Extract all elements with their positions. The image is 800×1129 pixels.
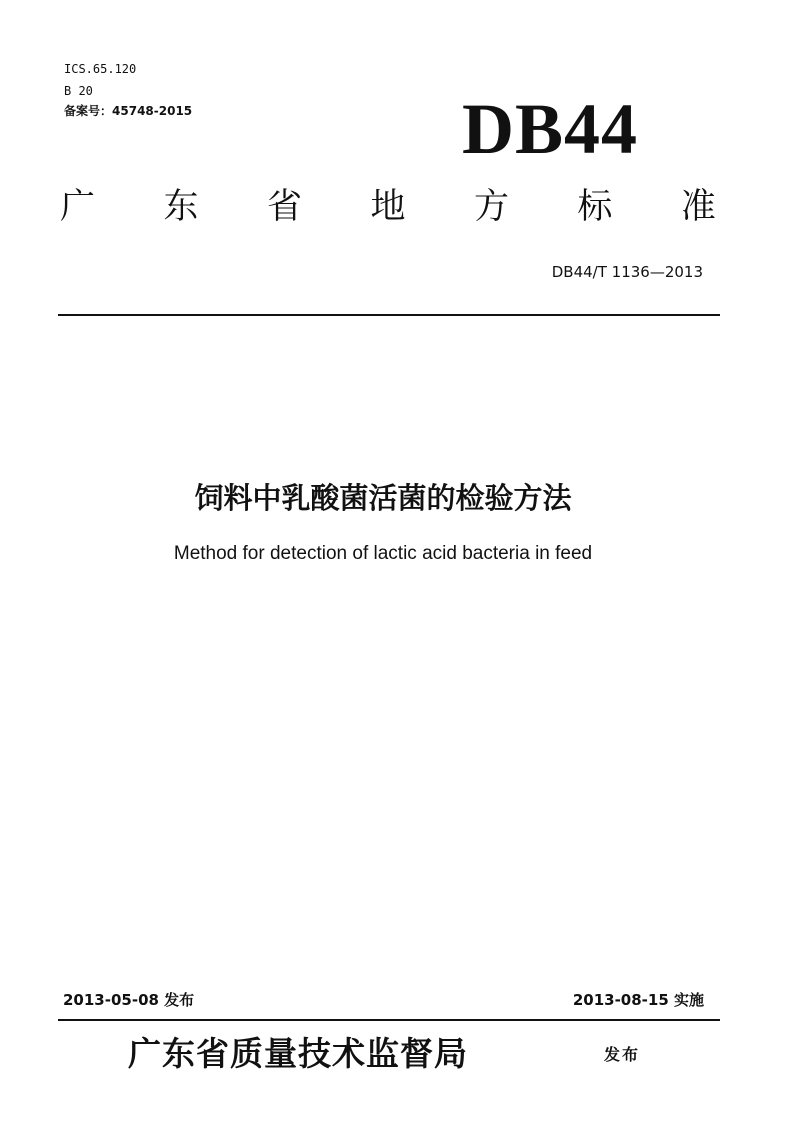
standard-type-heading xyxy=(60,185,716,229)
release-date: 2013-05-08 发布 xyxy=(63,991,195,1009)
filing-number-value: 45748-2015 xyxy=(112,104,193,118)
standard-type-char: 东 xyxy=(163,187,199,227)
standard-type-char: 省 xyxy=(266,187,302,227)
standard-number: DB44/T 1136—2013 xyxy=(551,263,703,281)
standard-mark-logo: DB44 xyxy=(462,89,639,169)
bottom-divider xyxy=(58,1019,720,1021)
standard-type-char: 地 xyxy=(370,187,406,227)
issuing-authority-suffix: 发布 xyxy=(604,1045,641,1064)
standard-type-char: 广 xyxy=(60,187,96,227)
filing-number-label: 备案号： xyxy=(64,104,113,118)
standard-type-char: 标 xyxy=(577,187,613,227)
issuing-authority: 广东省质量技术监督局 xyxy=(128,1034,468,1073)
standard-type-char: 方 xyxy=(473,187,509,227)
ccs-code: B 20 xyxy=(64,84,93,98)
implementation-date: 2013-08-15 实施 xyxy=(572,991,704,1009)
top-divider xyxy=(58,314,720,316)
ics-code: ICS.65.120 xyxy=(64,62,137,76)
document-title-english: Method for detection of lactic acid bacteria in feed xyxy=(173,543,593,564)
standard-type-char: 准 xyxy=(680,187,716,227)
filing-number xyxy=(64,104,192,118)
document-title-chinese: 饲料中乳酸菌活菌的检验方法 xyxy=(194,481,572,515)
